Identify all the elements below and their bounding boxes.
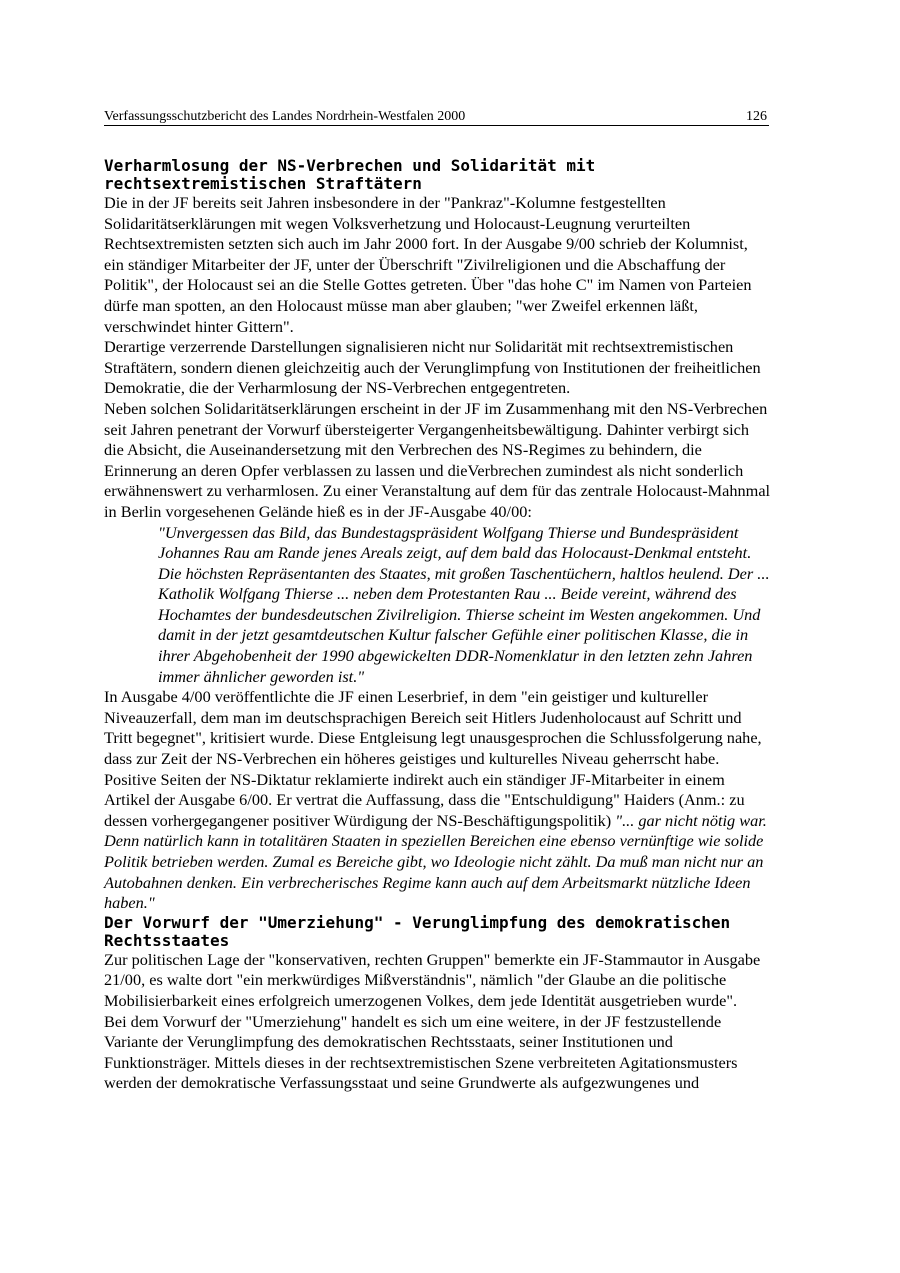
paragraph: In Ausgabe 4/00 veröffentlichte die JF einen Leserbrief, in dem "ein geistiger und kultureller Niveauzerfall, dem man im deutschsprachigen Bereich seit Hitlers Judenholocaust auf Schritt und Tritt begegnet", kritisiert wurde. Diese Entgleisung legt unausgesprochen die Schlussfolgerung nahe, dass zur Zeit der NS-Verbrechen ein höheres geistiges und kulturelles Niveau geherrscht habe. bbox=[104, 687, 762, 769]
page-number: 126 bbox=[746, 109, 767, 124]
block-quote: "Unvergessen das Bild, das Bundestagspräsident Wolfgang Thierse und Bundespräsident Johannes Rau am Rande jenes Areals zeigt, auf dem bald das Holocaust-Denkmal entsteht. Die höchsten Repräsentanten des Staates, mit großen Taschentüchern, haltlos heulend. Der ... Katholik Wolfgang Thierse ... neben dem Protestanten Rau ... Beide vereint, während des Hochamtes der bundesdeutschen Zivilreligion. Thierse scheint im Westen angekommen. Und damit in der jetzt gesamtdeutschen Kultur falscher Gefühle einer politischen Klasse, die in ihrer Abgehobenheit der 1990 abgewickelten DDR-Nomenklatur in den letzten zehn Jahren immer ähnlicher geworden ist." bbox=[158, 522, 770, 686]
paragraph: Neben solchen Solidaritätserklärungen erscheint in der JF im Zusammenhang mit den NS-Verbrechen seit Jahren penetrant der Vorwurf übersteigerter Vergangenheitsbewältigung. Dahinter verbirgt sich die Absicht, die Auseinandersetzung mit den Verbrechen des NS-Regimes zu behindern, die Erinnerung an deren Opfer verblassen zu lassen und dieVerbrechen zumindest als nicht sonderlich erwähnenswert zu verharmlosen. Zu einer Veranstaltung auf dem für das zentrale Holocaust-Mahnmal in Berlin vorgesehenen Gelände hieß es in der JF-Ausgabe 40/00: bbox=[104, 398, 771, 521]
paragraph: Derartige verzerrende Darstellungen signalisieren nicht nur Solidarität mit rechtsextremistischen Straftätern, sondern dienen gleichzeitig auch der Verunglimpfung von Institutionen der freiheitlichen Demokratie, die der Verharmlosung der NS-Verbrechen entgegentreten. bbox=[104, 337, 761, 398]
paragraph: Bei dem Vorwurf der "Umerziehung" handelt es sich um eine weitere, in der JF festzustellende Variante der Verunglimpfung des demokratischen Rechtsstaats, seiner Institutionen und Funktionsträger. Mittels dieses in der rechtsextremistischen Szene verbreiteten Agitationsmusters werden der demokratische Verfassungsstaat und seine Grundwerte als aufgezwungenes und bbox=[104, 1011, 738, 1093]
paragraph bbox=[104, 770, 771, 914]
inline-quote: "... gar nicht nötig war. Denn natürlich kann in totalitären Staaten in speziellen Bereichen eine ebenso vernünftige wie solide Politik betrieben werden. Zumal es Bereiche gibt, wo Ideologie nicht zählt. Da muß man nicht nur an Autobahnen denken. Ein verbrecherisches Regime kann auch auf dem Arbeitsmarkt nützliche Ideen haben." bbox=[104, 810, 767, 913]
running-header bbox=[104, 108, 769, 126]
paragraph: Zur politischen Lage der "konservativen, rechten Gruppen" bemerkte ein JF-Stammautor in Ausgabe 21/00, es walte dort "ein merkwürdiges Mißverständnis", nämlich "der Glaube an die politische Mobilisierbarkeit eines erfolgreich umerzogenen Volkes, dem jede Identität ausgetrieben wurde". bbox=[104, 949, 761, 1010]
header-title: Verfassungsschutzbericht des Landes Nordrhein-Westfalen 2000 bbox=[104, 109, 466, 124]
paragraph: Die in der JF bereits seit Jahren insbesondere in der "Pankraz"-Kolumne festgestellten Solidaritätserklärungen mit wegen Volksverhetzung und Holocaust-Leugnung verurteilten Rechtsextremisten setzten sich auch im Jahr 2000 fort. In der Ausgabe 9/00 schrieb der Kolumnist, ein ständiger Mitarbeiter der JF, unter der Überschrift "Zivilreligionen und die Abschaffung der Politik", der Holocaust sei an die Stelle Gottes getreten. Über "das hohe C" im Namen von Parteien dürfe man spotten, an den Holocaust müsse man aber glauben; "wer Zweifel erkennen läßt, verschwindet hinter Gittern". bbox=[104, 193, 752, 336]
document-page bbox=[104, 108, 771, 1094]
paragraph-text: Positive Seiten der NS-Diktatur reklamierte indirekt auch ein ständiger JF-Mitarbeiter in einem Artikel der Ausgabe 6/00. Er vertrat die Auffassung, dass die "Entschuldigung" Haiders (Anm.: zu dessen vorhergegangener positiver Würdigung der NS-Beschäftigungspolitik) bbox=[104, 769, 745, 830]
section-heading: Der Vorwurf der "Umerziehung" - Verunglimpfung des demokratischen Rechtsstaates bbox=[104, 912, 731, 950]
section-heading: Verharmlosung der NS-Verbrechen und Solidarität mit rechtsextremistischen Straftätern bbox=[104, 156, 596, 193]
